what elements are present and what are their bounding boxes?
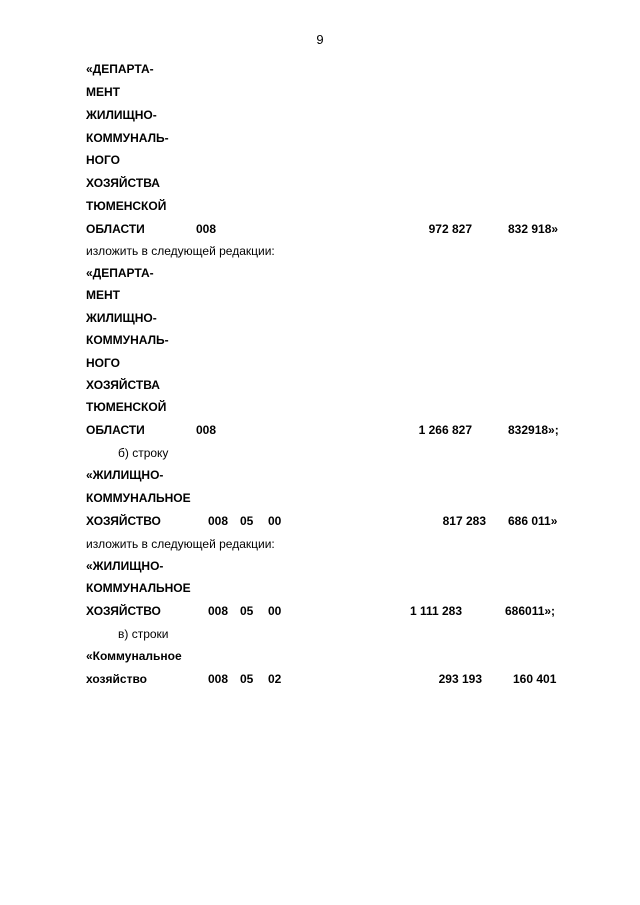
value2-cell: 686011»; [505, 604, 556, 618]
item-b-text: б) строку [118, 446, 169, 460]
name-line: КОММУНАЛЬ- [86, 131, 169, 145]
value1-cell: 972 827 [428, 222, 472, 236]
name-line: хозяйство [86, 672, 147, 686]
name-line: ОБЛАСТИ [86, 423, 145, 437]
name-line: КОММУНАЛЬ- [86, 333, 169, 347]
name-line: «ЖИЛИЩНО- [86, 468, 164, 482]
name-line: «ДЕПАРТА- [86, 62, 154, 76]
code-cell: 008 [208, 604, 229, 618]
name-line: «Коммунальное [86, 649, 182, 663]
name-line: КОММУНАЛЬНОЕ [86, 491, 191, 505]
name-line: «ДЕПАРТА- [86, 266, 154, 280]
value2-cell: 832 918» [508, 222, 559, 236]
name-line: ХОЗЯЙСТВА [86, 378, 160, 392]
value2-cell: 686 011» [508, 514, 558, 528]
value1-cell: 293 193 [438, 672, 482, 686]
name-line: ХОЗЯЙСТВО [86, 604, 161, 618]
code-cell: 008 [196, 423, 217, 437]
subsection-cell: 00 [268, 604, 282, 618]
code-cell: 008 [208, 672, 229, 686]
name-line: НОГО [86, 153, 120, 167]
value2-cell: 160 401 [513, 672, 557, 686]
instruction-text: изложить в следующей редакции: [86, 537, 275, 551]
value2-cell: 832918»; [508, 423, 559, 437]
name-line: ТЮМЕНСКОЙ [86, 199, 167, 213]
name-line: ХОЗЯЙСТВА [86, 176, 160, 190]
section-cell: 05 [240, 604, 254, 618]
section-cell: 05 [240, 514, 254, 528]
name-line: ТЮМЕНСКОЙ [86, 400, 167, 414]
name-line: НОГО [86, 356, 120, 370]
name-line: КОММУНАЛЬНОЕ [86, 581, 191, 595]
value1-cell: 1 111 283 [409, 604, 462, 618]
code-cell: 008 [196, 222, 217, 236]
section-cell: 05 [240, 672, 254, 686]
name-line: ХОЗЯЙСТВО [86, 514, 161, 528]
code-cell: 008 [208, 514, 229, 528]
item-v-text: в) строки [118, 627, 169, 641]
name-line: ЖИЛИЩНО- [86, 108, 157, 122]
subsection-cell: 02 [268, 672, 282, 686]
name-line: МЕНТ [86, 288, 120, 302]
subsection-cell: 00 [268, 514, 282, 528]
value1-cell: 817 283 [442, 514, 486, 528]
name-line: ОБЛАСТИ [86, 222, 145, 236]
page-number: 9 [316, 32, 324, 47]
name-line: ЖИЛИЩНО- [86, 311, 157, 325]
value1-cell: 1 266 827 [418, 423, 472, 437]
name-line: «ЖИЛИЩНО- [86, 559, 164, 573]
instruction-text: изложить в следующей редакции: [86, 244, 275, 258]
name-line: МЕНТ [86, 85, 120, 99]
